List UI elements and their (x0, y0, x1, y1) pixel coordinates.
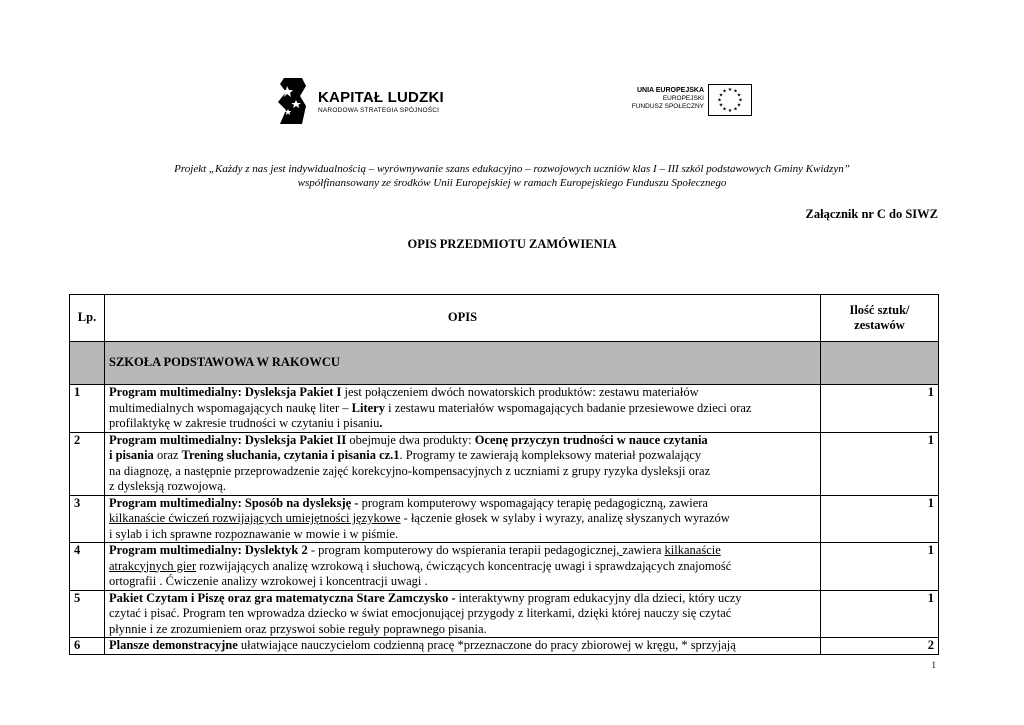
header-quantity-line-1: Ilość sztuk/ (849, 302, 910, 317)
text-segment: obejmuje dwa produkty: (346, 432, 475, 447)
page-number: 1 (931, 660, 936, 670)
row-description (105, 385, 821, 433)
table-row (70, 432, 939, 495)
row-description (105, 638, 821, 655)
text-segment: Program multimedialny: Dysleksja Pakiet I (109, 385, 342, 399)
description-line (109, 479, 816, 495)
text-segment: , (616, 543, 623, 557)
row-number: 1 (70, 385, 105, 433)
text-segment: profilaktykę w zakresie trudności w czytaniu i pisaniu (109, 416, 380, 430)
svg-text:★: ★ (718, 102, 724, 109)
section-blank-cell (821, 342, 939, 385)
text-segment: płynnie i ze zrozumieniem oraz przyswoi sobie reguły poprawnego pisania. (109, 621, 487, 636)
description-line (109, 464, 816, 480)
header-quantity-line-2: zestawów (854, 318, 905, 332)
description-line (109, 622, 816, 638)
description-line (109, 638, 816, 654)
text-segment: Program multimedialny: Sposób na dysleksję - (109, 495, 359, 510)
text-segment: Program multimedialny: Dyslektyk 2 (109, 543, 308, 557)
attachment-label: Załącznik nr C do SIWZ (805, 207, 938, 221)
description-line (109, 416, 816, 432)
description-line (109, 433, 816, 449)
row-quantity: 1 (821, 495, 939, 543)
text-segment: . Programy te zawierają kompleksowy materiał pozwalający (399, 448, 702, 462)
row-number: 6 (70, 638, 105, 655)
description-line (109, 559, 816, 575)
svg-text:★: ★ (733, 88, 738, 95)
header-opis: OPIS (105, 295, 821, 342)
row-number: 2 (70, 432, 105, 495)
kapital-ludzki-emblem-icon (276, 76, 308, 126)
text-segment: Trening słuchania, czytania i pisania cz.1 (181, 448, 400, 462)
svg-text:★: ★ (736, 102, 742, 109)
specification-table (69, 294, 939, 655)
row-quantity: 1 (821, 432, 939, 495)
text-segment: program komputerowy wspomagający terapię pedagogiczną, zawiera (358, 495, 708, 510)
text-segment: Plansze demonstracyjne (109, 638, 238, 652)
row-quantity: 1 (821, 385, 939, 433)
text-segment: ułatwiające nauczycielom codzienną pracę *przeznaczone do pracy zbiorowej w kręgu, * sprzyjają (237, 638, 736, 652)
row-description (105, 543, 821, 591)
kapital-ludzki-logo (276, 76, 446, 128)
text-segment: - łączenie głosek w sylaby i wyrazy, analizę słyszanych wyrazów (400, 511, 730, 525)
eu-line-3: FUNDUSZ SPOŁECZNY (631, 103, 704, 110)
section-blank-cell (70, 342, 105, 385)
description-line (109, 543, 816, 559)
row-number: 3 (70, 495, 105, 543)
row-quantity: 1 (821, 543, 939, 591)
svg-text:★: ★ (718, 92, 724, 99)
svg-text:★: ★ (727, 108, 733, 114)
header-quantity (821, 295, 939, 342)
description-line (109, 606, 816, 622)
description-line (109, 574, 816, 590)
text-segment: z dysleksją rozwojową. (109, 479, 226, 493)
text-segment: czytać i pisać. Program ten wprowadza dziecko w świat emocjonującej przygody z literkami, dzięki której nauczy się czytać (109, 606, 732, 620)
description-line (109, 385, 816, 401)
text-segment: Ocenę przyczyn trudności w nauce czytania (474, 432, 708, 447)
eu-line-1: UNIA EUROPEJSKA (636, 87, 704, 94)
header-lp: Lp. (70, 295, 105, 342)
text-segment: Pakiet Czytam i Piszę oraz gra matematyczna Stare Zamczysko - (109, 590, 456, 605)
table-row (70, 385, 939, 433)
text-segment: rozwijających analizę wzrokową i słuchową, ćwiczących koncentrację uwagi i sprawdzających znajomość (196, 558, 732, 573)
text-segment: na diagnozę, a następnie przeprowadzenie zajęć korekcyjno-kompensacyjnych z uczniami z grupy ryzyka dysleksji oraz (109, 463, 711, 478)
table-body (70, 385, 939, 655)
section-row (70, 342, 939, 385)
section-title: SZKOŁA PODSTAWOWA W RAKOWCU (105, 342, 821, 385)
text-segment: ortografii . Ćwiczenie analizy wzrokowej i koncentracji uwagi . (109, 574, 428, 588)
table-row (70, 495, 939, 543)
text-segment: Litery (351, 400, 385, 415)
text-segment: - program komputerowy do wspierania terapii pedagogicznej (307, 543, 617, 557)
project-line-2: współfinansowany ze środków Unii Europejskiej w ramach Europejskiego Funduszu Społecznego (297, 177, 727, 189)
svg-text:★: ★ (736, 92, 742, 99)
description-line (109, 591, 816, 607)
document-title: OPIS PRZEDMIOTU ZAMÓWIENIA (407, 237, 617, 251)
text-segment: multimedialnych wspomagających naukę liter – (109, 400, 352, 415)
text-segment: atrakcyjnych gier (109, 558, 197, 573)
kapital-ludzki-subtitle: NARODOWA STRATEGIA SPÓJNOŚCI (318, 107, 440, 114)
text-segment: i pisania (109, 448, 154, 462)
table-row (70, 543, 939, 591)
svg-text:★: ★ (717, 97, 722, 104)
project-line-1: Projekt „Każdy z nas jest indywidualnością – wyrównywanie szans edukacyjno – rozwojowych uczniów klas I – III szkól podstawowych Gminy Kwidzyn” (174, 163, 850, 175)
eu-flag-icon (708, 84, 752, 116)
table-row (70, 638, 939, 655)
text-segment: kilkanaście ćwiczeń rozwijających umiejętności językowe (109, 511, 401, 525)
project-description (0, 162, 1024, 190)
text-segment: jest połączeniem dwóch nowatorskich produktów: zestawu materiałów (341, 385, 699, 399)
svg-text:★: ★ (722, 106, 727, 113)
svg-text:★: ★ (727, 87, 733, 93)
text-segment: i sylab i ich sprawne rozpoznawanie w mowie i w piśmie. (109, 526, 399, 541)
row-description (105, 495, 821, 543)
svg-text:★: ★ (733, 106, 738, 113)
kapital-ludzki-title: KAPITAŁ LUDZKI (318, 89, 444, 106)
description-line (109, 496, 816, 512)
description-line (109, 401, 816, 417)
row-description (105, 590, 821, 638)
text-segment: . (379, 416, 383, 430)
row-number: 5 (70, 590, 105, 638)
eu-logo (606, 84, 756, 120)
text-segment: zawiera (622, 543, 665, 557)
row-description (105, 432, 821, 495)
text-segment: interaktywny program edukacyjny dla dzieci, który uczy (455, 590, 742, 605)
text-segment: i zestawu materiałów wspomagających badanie przesiewowe dzieci oraz (384, 400, 752, 415)
table-header-row (70, 295, 939, 342)
row-quantity: 2 (821, 638, 939, 655)
eu-line-2: EUROPEJSKI (662, 95, 704, 102)
description-line (109, 527, 816, 543)
text-segment: kilkanaście (664, 543, 721, 557)
text-segment: oraz (153, 448, 182, 462)
svg-text:★: ★ (722, 88, 727, 95)
row-number: 4 (70, 543, 105, 591)
description-line (109, 448, 816, 464)
description-line (109, 511, 816, 527)
svg-text:★: ★ (738, 97, 743, 104)
text-segment: Program multimedialny: Dysleksja Pakiet II (109, 432, 347, 447)
table-row (70, 590, 939, 638)
row-quantity: 1 (821, 590, 939, 638)
